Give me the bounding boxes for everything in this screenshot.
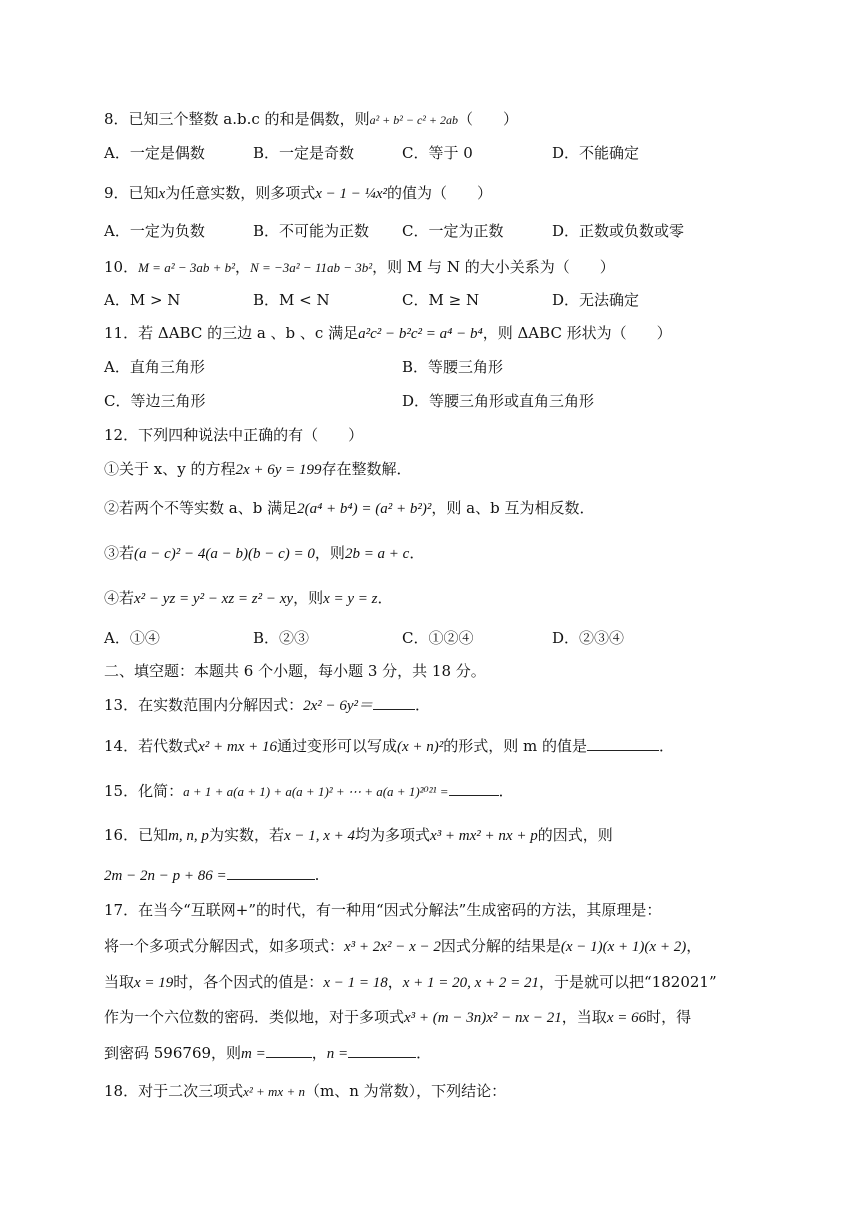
q17-n-label: n =	[326, 1046, 349, 1062]
question-14-mid: 通过变形可以写成	[276, 737, 397, 755]
question-10-comma: ，	[235, 258, 251, 276]
question-9-option-c: C．一定为正数	[402, 222, 504, 240]
question-17-line-2	[104, 935, 701, 958]
question-10	[104, 256, 615, 279]
q17-text-a: 将一个多项式分解因式，如多项式：	[104, 937, 345, 955]
q17-x-value-2: x = 66	[606, 1010, 647, 1026]
question-8-option-c: C．等于 0	[402, 144, 473, 162]
question-18-stem: 18．对于二次三项式	[104, 1082, 244, 1100]
statement-3-end: ．	[409, 544, 425, 562]
q17-text-b: 因式分解的结果是	[440, 937, 561, 955]
statement-4-end: ．	[377, 589, 393, 607]
question-16-expression: 2m − 2n − p + 86 =	[104, 868, 227, 884]
question-13-end: ．	[415, 696, 431, 714]
question-11	[104, 322, 672, 345]
q17-text-h: 作为一个六位数的密码．类似地，对于多项式	[104, 1008, 405, 1026]
statement-1-formula: 2x + 6y = 199	[235, 462, 322, 478]
question-9-var: x	[158, 186, 166, 202]
question-8-option-b: B．一定是奇数	[253, 144, 355, 162]
question-9-option-a: A．一定为负数	[104, 222, 205, 240]
question-14-formula: x² + mx + 16	[198, 739, 277, 755]
question-16-poly: x³ + mx² + nx + p	[430, 828, 538, 844]
answer-blank[interactable]	[449, 781, 499, 796]
question-11-option-d: D．等腰三角形或直角三角形	[402, 392, 595, 410]
question-17-line-3	[104, 971, 717, 994]
section-heading-fill-in: 二、填空题：本题共 6 个小题，每小题 3 分，共 18 分。	[104, 662, 486, 680]
question-15	[104, 780, 514, 803]
question-12-statement-3	[104, 542, 424, 565]
question-16-end: .	[314, 866, 320, 884]
q17-x-value: x = 19	[134, 975, 174, 991]
q17-value-2: x + 1 = 20, x + 2 = 21	[402, 975, 540, 991]
question-11-option-c: C．等边三角形	[104, 392, 206, 410]
question-10-n-expr: N = −3a² − 11ab − 3b²	[250, 260, 373, 275]
statement-2-formula: 2(a⁴ + b⁴) = (a² + b²)²	[297, 501, 432, 517]
question-14-tail: 的形式，则 m 的值是	[443, 737, 588, 755]
statement-3-text: ③若	[104, 544, 135, 562]
question-12-statement-4	[104, 587, 393, 610]
question-12-statement-2	[104, 497, 594, 520]
q17-text-e: 时，各个因式的值是：	[173, 973, 324, 991]
question-16	[104, 824, 613, 847]
question-8	[104, 108, 518, 131]
question-16-stem: 16．已知	[104, 826, 169, 844]
question-8-stem: 8．已知三个整数 a.b.c 的和是偶数，则	[104, 110, 370, 128]
question-17-line-4	[104, 1006, 691, 1029]
question-11-formula: a²c² − b²c² = a⁴ − b⁴	[358, 326, 483, 342]
question-8-paren: （ ）	[458, 110, 519, 128]
q17-value-1: x − 1 = 18	[323, 975, 388, 991]
question-14	[104, 735, 674, 758]
question-9	[104, 182, 492, 205]
question-11-tail: ，则 ΔABC 形状为（ ）	[482, 324, 672, 342]
statement-3-formula-2: 2b = a + c	[344, 546, 410, 562]
question-16-mid: 为实数，若	[208, 826, 284, 844]
q17-text-j: 时，得	[646, 1008, 692, 1026]
question-14-end: ．	[659, 737, 675, 755]
question-14-formula-2: (x + n)²	[397, 739, 444, 755]
question-12-option-a: A．①④	[104, 629, 160, 647]
question-11-stem: 11．若 ΔABC 的三边 a 、b 、c 满足	[104, 324, 359, 342]
statement-3-mid: ，则	[314, 544, 345, 562]
answer-blank-m[interactable]	[266, 1043, 312, 1058]
question-17-line-5	[104, 1042, 431, 1065]
question-9-option-d: D．正数或负数或零	[552, 222, 685, 240]
question-13-formula: 2x² − 6y²＝	[303, 698, 374, 714]
question-15-formula: a + 1 + a(a + 1) + a(a + 1)² + ⋯ + a(a + 1)²⁰²¹ =	[183, 784, 449, 799]
question-16-factors: x − 1, x + 4	[283, 828, 356, 844]
answer-blank[interactable]	[227, 865, 315, 880]
question-9-stem-b: 为任意实数，则多项式	[165, 184, 316, 202]
q17-text-i: ，当取	[561, 1008, 607, 1026]
q17-text-l: ，	[311, 1044, 327, 1062]
statement-4-mid: ，则	[293, 589, 324, 607]
question-9-formula: x − 1 − ¼x²	[315, 186, 388, 202]
answer-blank[interactable]	[373, 695, 415, 710]
question-18-formula: x² + mx + n	[243, 1084, 305, 1099]
q17-text-m: ．	[416, 1044, 432, 1062]
question-12-stem: 12．下列四种说法中正确的有（ ）	[104, 426, 364, 444]
question-8-formula: a² + b² − c² + 2ab	[369, 113, 458, 127]
question-11-option-b: B．等腰三角形	[402, 358, 504, 376]
q17-text-g: ，于是就可以把“182021”	[539, 973, 717, 991]
question-12-option-d: D．②③④	[552, 629, 625, 647]
q17-result: (x − 1)(x + 1)(x + 2)	[560, 939, 687, 955]
question-14-stem: 14．若代数式	[104, 737, 199, 755]
statement-4-formula-2: x = y = z	[323, 591, 378, 607]
question-13	[104, 694, 430, 717]
statement-1-text: ①关于 x、y 的方程	[104, 460, 236, 478]
question-12-option-b: B．②③	[253, 629, 310, 647]
q17-m-label: m =	[241, 1046, 266, 1062]
statement-2-text: ②若两个不等实数 a、b 满足	[104, 499, 298, 517]
question-10-num: 10．	[104, 258, 139, 276]
q17-poly-2: x³ + (m − 3n)x² − nx − 21	[404, 1010, 562, 1026]
q17-text-c: ，	[686, 937, 702, 955]
question-18	[104, 1080, 506, 1103]
statement-4-text: ④若	[104, 589, 135, 607]
question-12-option-c: C．①②④	[402, 629, 474, 647]
statement-1-tail: 存在整数解．	[321, 460, 412, 478]
question-16-line-2	[104, 864, 319, 887]
question-17-line-1: 17．在当今“互联网+”的时代，有一种用“因式分解法”生成密码的方法，其原理是：	[104, 901, 662, 919]
question-15-stem: 15．化简：	[104, 782, 184, 800]
question-10-option-a: A．M > N	[104, 291, 181, 309]
answer-blank-n[interactable]	[348, 1043, 416, 1058]
question-13-stem: 13．在实数范围内分解因式：	[104, 696, 304, 714]
question-11-option-a: A．直角三角形	[104, 358, 205, 376]
question-10-tail: ，则 M 与 N 的大小关系为（ ）	[372, 258, 615, 276]
question-9-tail: 的值为（ ）	[387, 184, 493, 202]
question-12-statement-1	[104, 458, 412, 481]
question-16-mid-2: 均为多项式	[355, 826, 431, 844]
statement-2-tail: ，则 a、b 互为相反数．	[431, 499, 595, 517]
statement-3-formula: (a − c)² − 4(a − b)(b − c) = 0	[134, 546, 315, 562]
question-16-vars: m, n, p	[168, 828, 209, 844]
q17-text-f: ，	[387, 973, 403, 991]
q17-poly: x³ + 2x² − x − 2	[344, 939, 441, 955]
question-10-option-b: B．M < N	[253, 291, 330, 309]
question-8-option-d: D．不能确定	[552, 144, 640, 162]
question-10-option-c: C．M ≥ N	[402, 291, 480, 309]
answer-blank[interactable]	[587, 736, 659, 751]
question-18-tail: （m、n 为常数），下列结论：	[304, 1082, 507, 1100]
question-10-option-d: D．无法确定	[552, 291, 640, 309]
question-9-stem-a: 9．已知	[104, 184, 159, 202]
question-15-end: ．	[498, 782, 514, 800]
question-10-m-expr: M = a² − 3ab + b²	[138, 260, 236, 275]
question-9-option-b: B．不可能为正数	[253, 222, 370, 240]
q17-text-k: 到密码 596769，则	[104, 1044, 242, 1062]
statement-4-formula: x² − yz = y² − xz = z² − xy	[134, 591, 294, 607]
q17-text-d: 当取	[104, 973, 135, 991]
question-8-option-a: A．一定是偶数	[104, 144, 205, 162]
question-16-tail: 的因式，则	[537, 826, 613, 844]
